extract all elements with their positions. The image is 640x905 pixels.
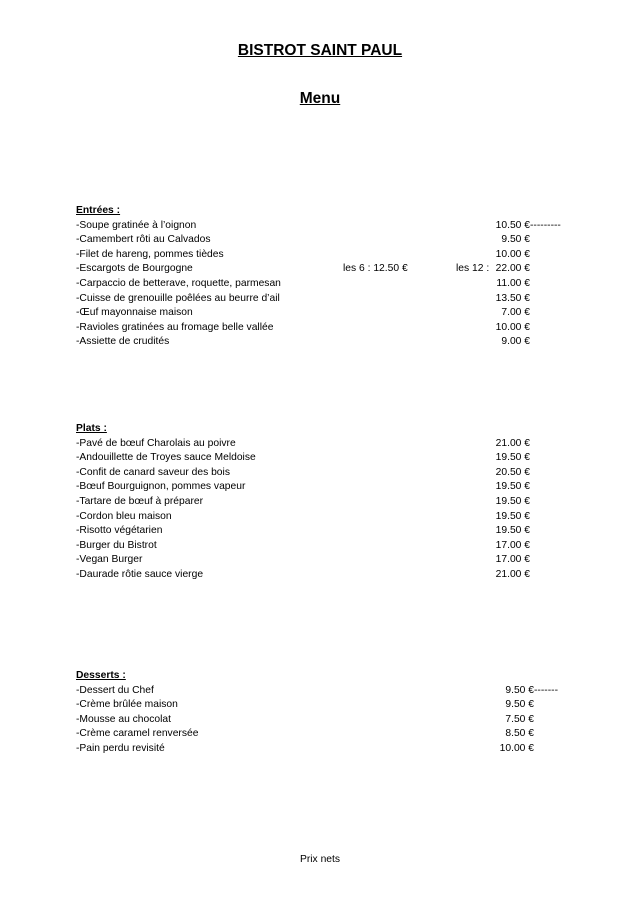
item-name: -Carpaccio de betterave, roquette, parmesan [76, 277, 281, 289]
menu-item [76, 495, 596, 510]
menu-item [76, 292, 596, 307]
item-price: 20.50 € [495, 466, 530, 478]
item-note-6: les 6 : 12.50 € [343, 263, 408, 275]
item-price: 22.00 € [495, 263, 530, 275]
item-name: -Œuf mayonnaise maison [76, 307, 193, 319]
item-name: -Tartare de bœuf à préparer [76, 495, 204, 507]
menu-item [76, 727, 596, 742]
footer-note: Prix nets [299, 854, 341, 865]
item-name: -Andouillette de Troyes sauce Meldoise [76, 452, 256, 464]
item-name: -Crème caramel renversée [76, 728, 199, 740]
item-price: 10.00 € [495, 248, 530, 260]
item-price: 8.50 € [505, 728, 534, 740]
item-name: -Pavé de bœuf Charolais au poivre [76, 437, 236, 449]
menu-item [76, 451, 596, 466]
item-price: 7.00 € [501, 307, 530, 319]
desserts-section [76, 669, 596, 757]
item-price: 9.50 € [505, 699, 534, 711]
item-name: -Cuisse de grenouille poêlées au beurre d’ail [76, 292, 280, 304]
section-heading-plats: Plats : [76, 423, 107, 434]
item-name: -Confit de canard saveur des bois [76, 466, 230, 478]
item-price: 19.50 € [495, 452, 530, 464]
item-price: 9.50 € [501, 234, 530, 246]
menu-item [76, 335, 596, 350]
item-name: -Cordon bleu maison [76, 510, 172, 522]
menu-item [76, 219, 596, 234]
menu-item [76, 321, 596, 336]
menu-item [76, 742, 596, 757]
item-price: 21.00 € [495, 437, 530, 449]
section-heading-desserts: Desserts : [76, 670, 126, 681]
item-price: 19.50 € [495, 495, 530, 507]
menu-item [76, 262, 596, 277]
item-price: 13.50 € [495, 292, 530, 304]
item-name: -Dessert du Chef [76, 684, 154, 696]
menu-item [76, 553, 596, 568]
item-name: -Soupe gratinée à l’oignon [76, 219, 197, 231]
item-price: 9.00 € [501, 336, 530, 348]
item-price: 19.50 € [495, 481, 530, 493]
menu-title: Menu [299, 90, 341, 107]
menu-item [76, 568, 596, 583]
item-name: -Filet de hareng, pommes tièdes [76, 248, 224, 260]
item-name: -Vegan Burger [76, 554, 143, 566]
item-name: -Daurade rôtie sauce vierge [76, 568, 204, 580]
menu-item [76, 698, 596, 713]
item-name: -Crème brûlée maison [76, 699, 178, 711]
menu-item [76, 713, 596, 728]
item-name: -Ravioles gratinées au fromage belle vallée [76, 321, 274, 333]
menu-item [76, 684, 596, 699]
item-name: -Assiette de crudités [76, 336, 170, 348]
item-price: 17.00 € [495, 539, 530, 551]
item-price: 21.00 € [495, 568, 530, 580]
menu-item [76, 248, 596, 263]
menu-item [76, 233, 596, 248]
item-price: 10.50 € [495, 219, 530, 231]
item-name: -Pain perdu revisité [76, 742, 165, 754]
item-name: -Burger du Bistrot [76, 539, 157, 551]
item-name: -Camembert rôti au Calvados [76, 234, 211, 246]
item-trail: --------- [530, 219, 561, 231]
item-price: 10.00 € [499, 742, 534, 754]
item-name: -Escargots de Bourgogne [76, 263, 193, 275]
item-price: 9.50 € [505, 684, 534, 696]
item-price: 17.00 € [495, 554, 530, 566]
menu-item [76, 524, 596, 539]
item-price: 7.50 € [505, 713, 534, 725]
section-heading-entrees: Entrées : [76, 205, 121, 216]
menu-item [76, 466, 596, 481]
item-trail: ------- [534, 684, 559, 696]
item-name: -Mousse au chocolat [76, 713, 172, 725]
menu-item [76, 480, 596, 495]
item-name: -Risotto végétarien [76, 525, 163, 537]
item-price: 10.00 € [495, 321, 530, 333]
menu-item [76, 437, 596, 452]
menu-item [76, 510, 596, 525]
entrees-section [76, 204, 596, 350]
item-price: 19.50 € [495, 525, 530, 537]
restaurant-name: BISTROT SAINT PAUL [237, 42, 403, 59]
menu-item [76, 306, 596, 321]
item-price: 11.00 € [496, 277, 530, 289]
plats-section [76, 422, 596, 583]
item-note-12: les 12 : [456, 263, 490, 275]
item-price: 19.50 € [495, 510, 530, 522]
item-name: -Bœuf Bourguignon, pommes vapeur [76, 481, 246, 493]
menu-item [76, 277, 596, 292]
menu-item [76, 539, 596, 554]
